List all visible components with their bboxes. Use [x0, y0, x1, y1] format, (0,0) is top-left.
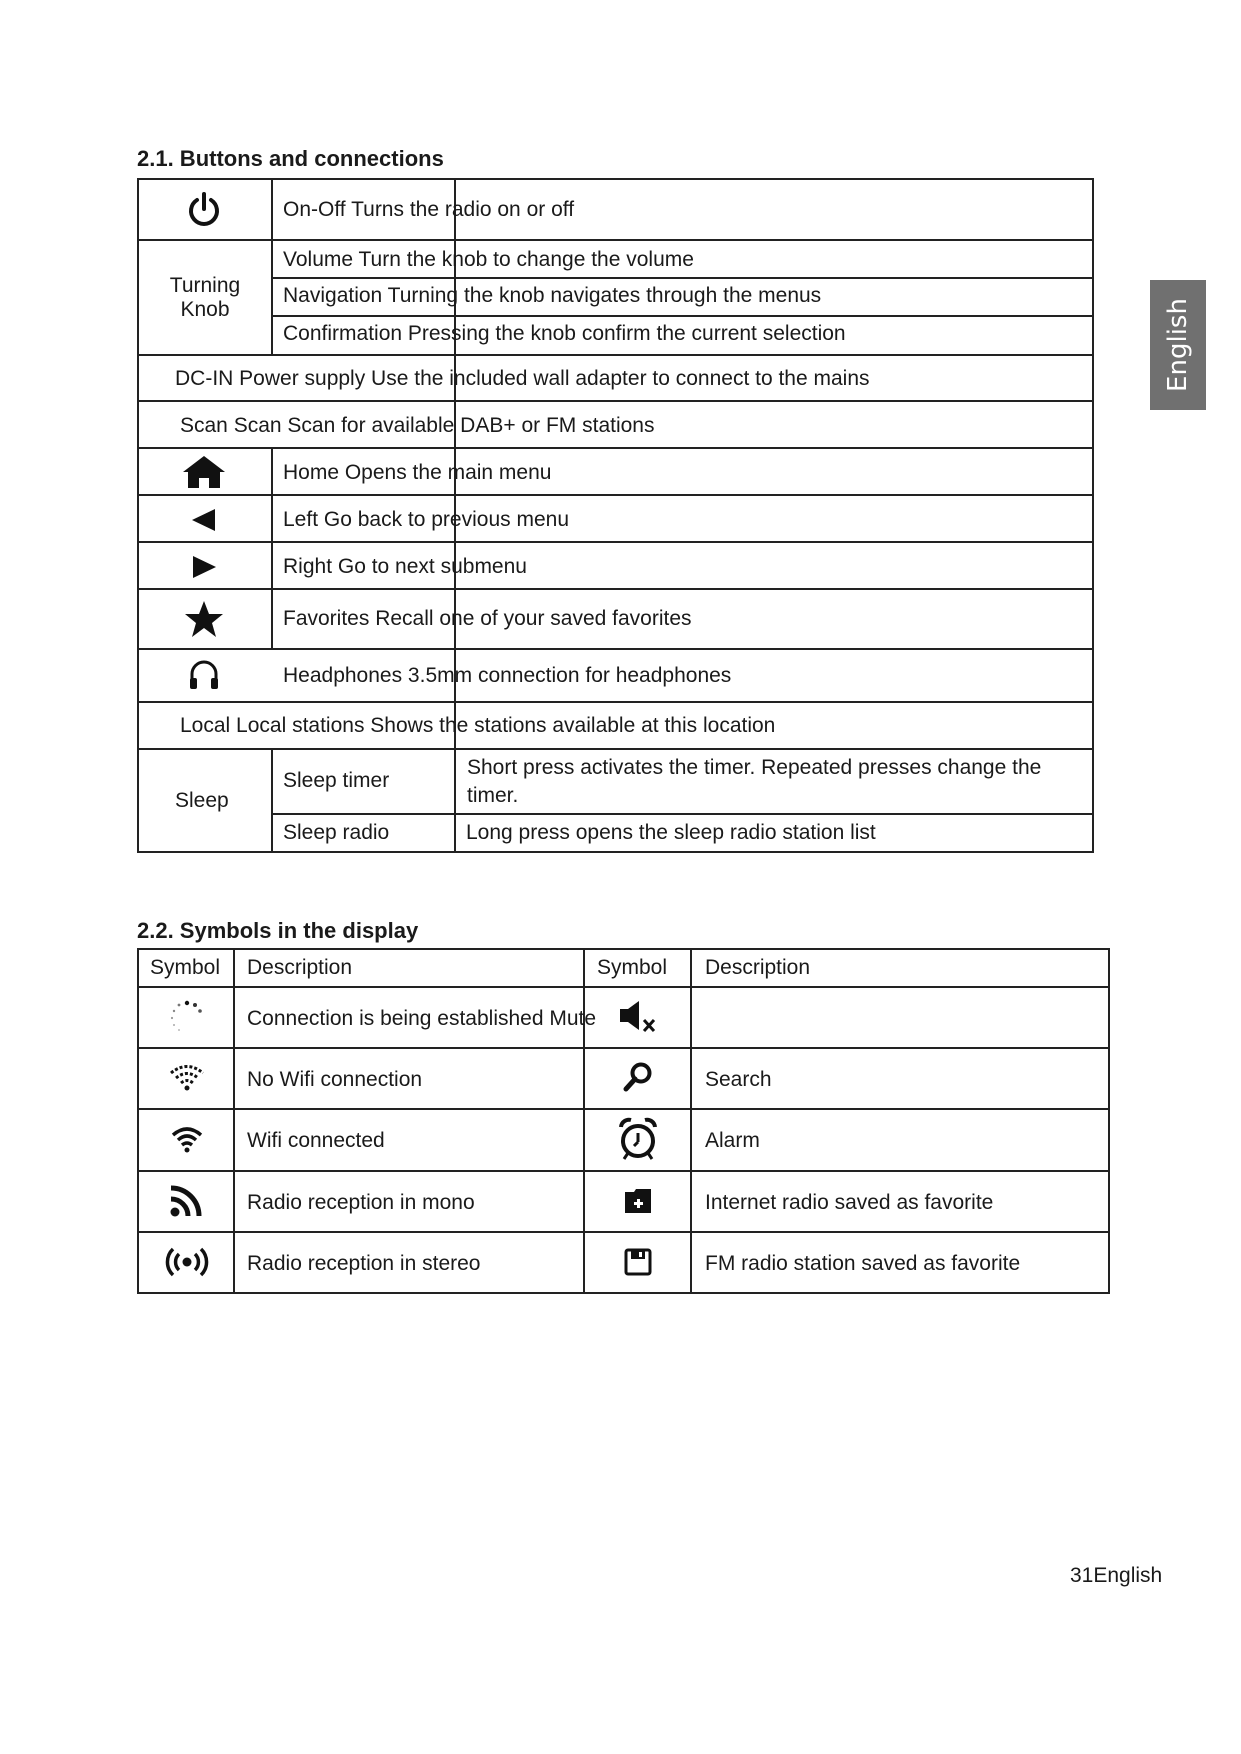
page-footer: 31English — [1070, 1564, 1163, 1587]
home-icon — [172, 452, 236, 492]
star-icon — [172, 596, 236, 642]
scan-text: Scan Scan Scan for available DAB+ or FM stations — [180, 414, 655, 437]
confirmation-text: Confirmation Pressing the knob confirm the current selection — [283, 322, 846, 345]
dcin-text: DC-IN Power supply Use the included wall adapter to connect to the mains — [175, 367, 870, 390]
r1-left-desc: Connection is being established Mute — [247, 1007, 597, 1030]
navigation-text: Navigation Turning the knob navigates through the menus — [283, 284, 822, 307]
onoff-text: On-Off Turns the radio on or off — [283, 198, 575, 221]
headphones-icon — [172, 654, 236, 696]
fm-favorite-icon — [614, 1239, 662, 1285]
header-symbol-1: Symbol — [150, 956, 221, 979]
language-tab-label: English — [1163, 298, 1194, 392]
sleep-label: Sleep — [175, 789, 229, 812]
r5-left-desc: Radio reception in stereo — [247, 1252, 481, 1275]
left-arrow-icon — [172, 500, 236, 540]
header-symbol-2: Symbol — [597, 956, 668, 979]
sleep-timer-label: Sleep timer — [283, 769, 390, 792]
power-icon — [172, 188, 236, 232]
r3-right-desc: Alarm — [705, 1129, 760, 1152]
r3-left-desc: Wifi connected — [247, 1129, 385, 1152]
search-icon — [614, 1054, 662, 1100]
left-text: Left Go back to previous menu — [283, 508, 569, 531]
header-description-1: Description — [247, 956, 353, 979]
mute-icon — [614, 994, 662, 1040]
right-text: Right Go to next submenu — [283, 555, 527, 578]
volume-text: Volume Turn the knob to change the volume — [283, 248, 694, 271]
r2-right-desc: Search — [705, 1068, 772, 1091]
language-tab — [1150, 280, 1206, 410]
local-text: Local Local stations Shows the stations available at this location — [180, 714, 776, 737]
r5-right-desc: FM radio station saved as favorite — [705, 1252, 1021, 1275]
wifi-icon — [150, 1116, 224, 1162]
connecting-spinner-icon — [150, 994, 224, 1040]
section-1-title: 2.1. Buttons and connections — [137, 146, 444, 171]
sleep-timer-desc-line1: Short press activates the timer. Repeated presses change the — [467, 756, 1042, 779]
sleep-radio-label: Sleep radio — [283, 821, 390, 844]
alarm-icon — [614, 1114, 662, 1164]
internet-favorite-icon — [614, 1178, 662, 1224]
no-wifi-icon — [150, 1054, 224, 1100]
header-description-2: Description — [705, 956, 811, 979]
headphones-text: Headphones 3.5mm connection for headphones — [283, 664, 732, 687]
r4-left-desc: Radio reception in mono — [247, 1191, 475, 1214]
sleep-timer-desc-line2: timer. — [467, 784, 519, 807]
sleep-radio-desc: Long press opens the sleep radio station list — [466, 821, 876, 844]
favorites-text: Favorites Recall one of your saved favorites — [283, 607, 692, 630]
r4-right-desc: Internet radio saved as favorite — [705, 1191, 994, 1214]
section-2-title: 2.2. Symbols in the display — [137, 918, 419, 943]
right-arrow-icon — [172, 547, 236, 587]
turning-knob-label: Turning Knob — [169, 274, 241, 321]
mono-reception-icon — [150, 1178, 224, 1224]
home-text: Home Opens the main menu — [283, 461, 552, 484]
stereo-reception-icon — [150, 1239, 224, 1285]
r2-left-desc: No Wifi connection — [247, 1068, 423, 1091]
